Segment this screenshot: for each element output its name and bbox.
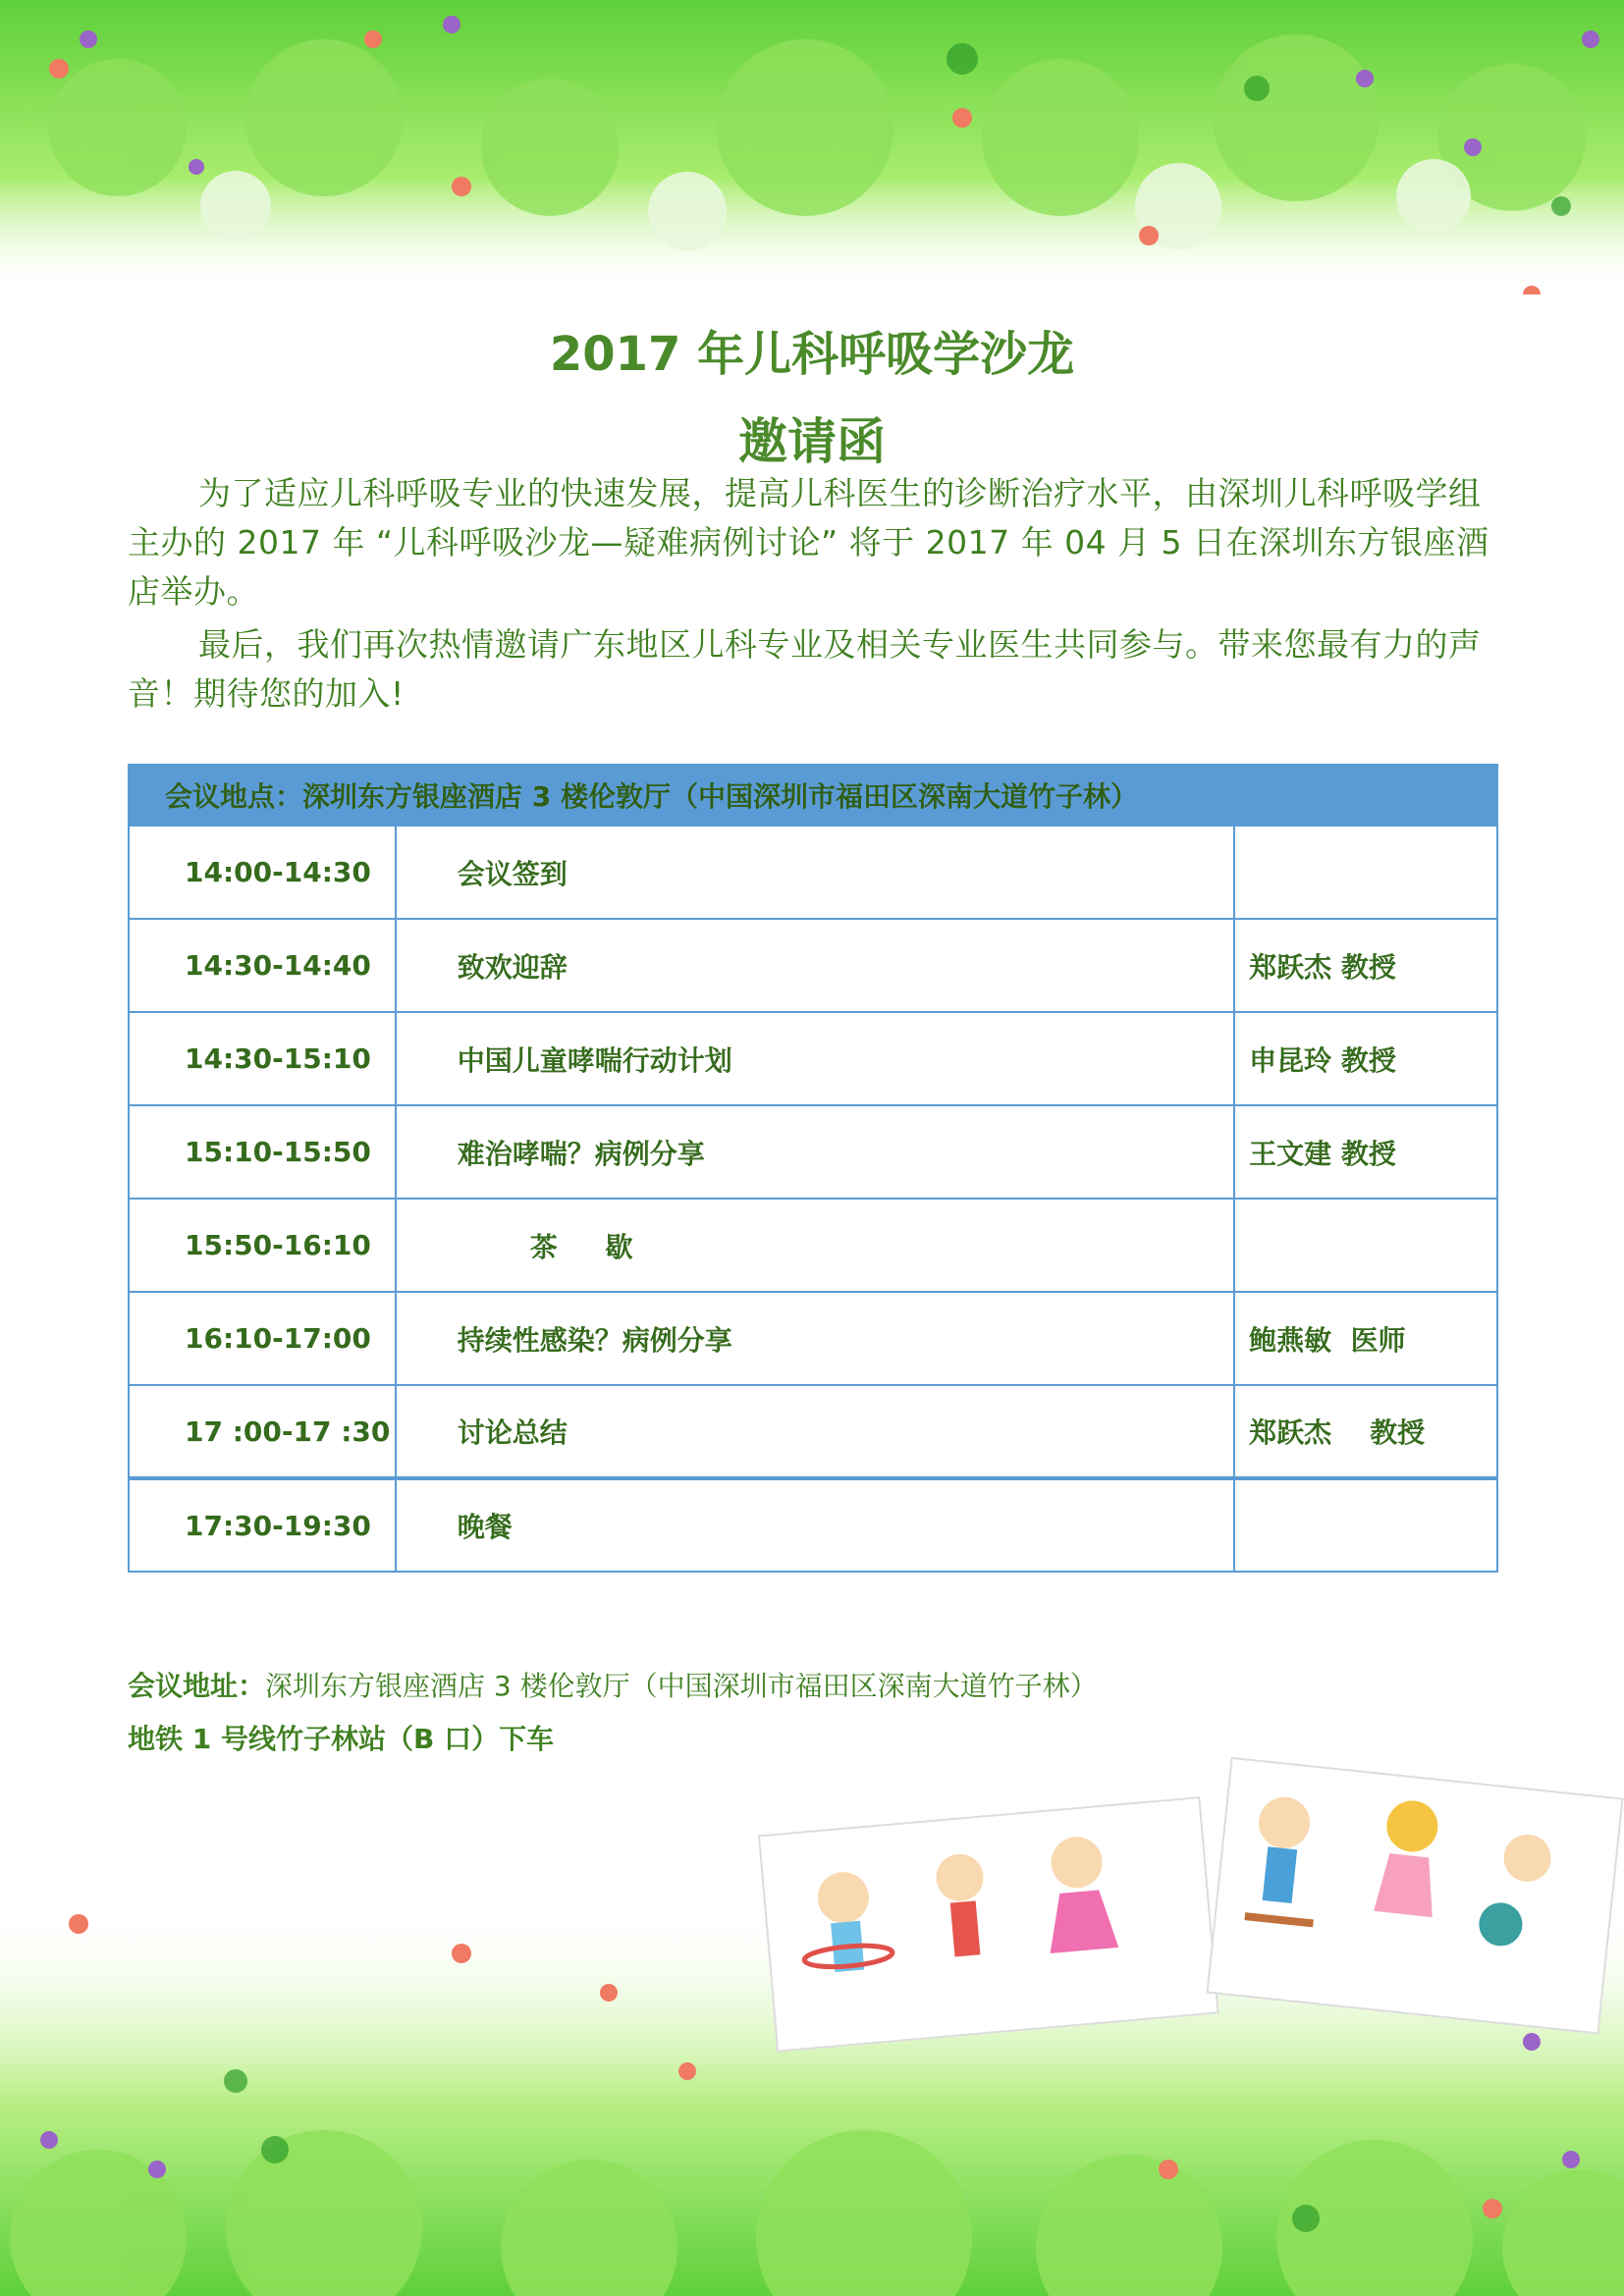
table-row (129, 919, 1497, 1012)
speaker-cell: 申昆玲 教授 (1234, 1012, 1497, 1105)
time-cell: 14:00-14:30 (129, 826, 396, 919)
speaker-cell (1234, 1199, 1497, 1292)
time-cell: 14:30-15:10 (129, 1012, 396, 1105)
invitation-subtitle: 邀请函 (738, 413, 886, 470)
table-row (129, 1199, 1497, 1292)
kids-illustration (756, 1757, 1624, 2071)
time-cell: 15:50-16:10 (129, 1199, 396, 1292)
table-row (129, 1385, 1497, 1478)
top-floral-banner (0, 0, 1624, 294)
schedule-header-row (129, 765, 1497, 826)
time-cell: 15:10-15:50 (129, 1105, 396, 1199)
time-cell: 14:30-14:40 (129, 919, 396, 1012)
time-cell: 17 :00-17 :30 (129, 1385, 396, 1478)
speaker-cell: 郑跃杰 教授 (1234, 1385, 1497, 1478)
speaker-cell: 鲍燕敏 医师 (1234, 1292, 1497, 1385)
agenda-item-cell: 中国儿童哮喘行动计划 (396, 1012, 1234, 1105)
agenda-item-cell: 持续性感染？病例分享 (396, 1292, 1234, 1385)
table-row (129, 1292, 1497, 1385)
agenda-item-cell: 会议签到 (396, 826, 1234, 919)
speaker-cell (1234, 826, 1497, 919)
agenda-item-cell: 难治哮喘？病例分享 (396, 1105, 1234, 1199)
time-cell: 16:10-17:00 (129, 1292, 396, 1385)
metro-directions: 地铁 1 号线竹子林站（B 口）下车 (128, 1723, 555, 1755)
agenda-item-cell: 晚餐 (396, 1478, 1234, 1572)
agenda-item-cell: 茶 歇 (396, 1199, 1234, 1292)
page-title: 2017 年儿科呼吸学沙龙 (549, 327, 1075, 382)
table-row (129, 1478, 1497, 1572)
speaker-cell (1234, 1478, 1497, 1572)
intro-paragraph: 为了适应儿科呼吸专业的快速发展，提高儿科医生的诊断治疗水平，由深圳儿科呼吸学组主办的 2017 年 “儿科呼吸沙龙—疑难病例讨论” 将于 2017 年 04 月 5 日在深圳东方银座酒店举办。 (128, 474, 1489, 611)
kids-card-right (1208, 1758, 1623, 2033)
meeting-address (128, 1665, 1098, 1704)
agenda-item-cell: 讨论总结 (396, 1385, 1234, 1478)
table-row (129, 826, 1497, 919)
speaker-cell: 郑跃杰 教授 (1234, 919, 1497, 1012)
venue-header: 会议地点：深圳东方银座酒店 3 楼伦敦厅（中国深圳市福田区深南大道竹子林） (129, 765, 1497, 826)
agenda-item-cell: 致欢迎辞 (396, 919, 1234, 1012)
time-cell: 17:30-19:30 (129, 1478, 396, 1572)
schedule-table (128, 764, 1498, 1573)
address-label: 会议地址： (128, 1670, 266, 1702)
address-text: 深圳东方银座酒店 3 楼伦敦厅（中国深圳市福田区深南大道竹子林） (265, 1670, 1098, 1702)
invitation-paragraph: 最后，我们再次热情邀请广东地区儿科专业及相关专业医生共同参与。带来您最有力的声音！期待您的加入! (128, 625, 1482, 713)
speaker-cell: 王文建 教授 (1234, 1105, 1497, 1199)
table-row (129, 1012, 1497, 1105)
table-row (129, 1105, 1497, 1199)
kids-card-left (759, 1797, 1218, 2051)
